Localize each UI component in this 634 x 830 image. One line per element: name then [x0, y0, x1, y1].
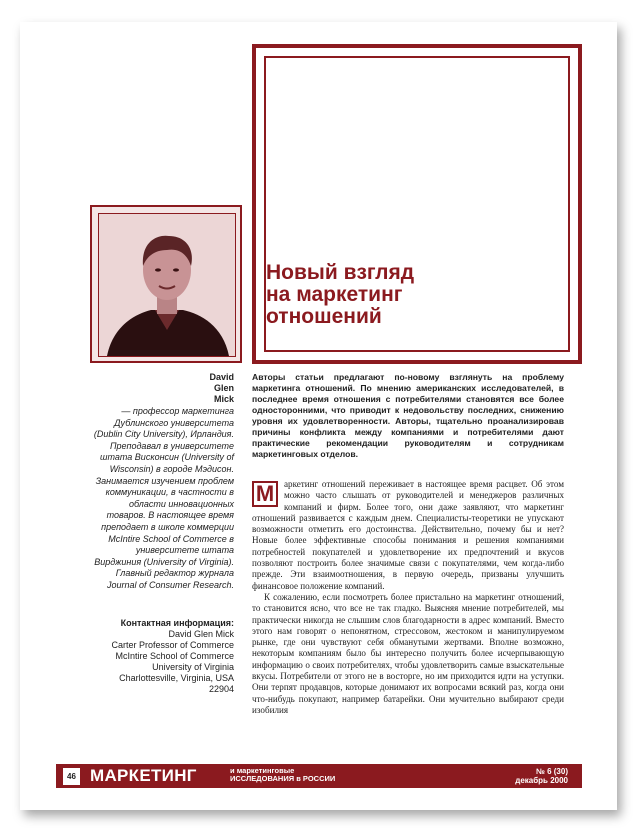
paragraph-1-text: аркетинг отношений переживает в настоящее время расцвет. Об этом можно часто слышать от руководителей и менеджеров различных компаний и фирм. Более того, они даже заявляют, что маркетинг отношений развивается с каждым днем. Специалисты-теоретики не упускают возможности отметить его достоинства. Действительно, почему бы и нет? Новые более эффективные способы понимания и решения компаниями потребностей покупателей и удовлетворение их предпочтений и вкусов позволяют построить более значимые связи с покупателями, чем когда-либо прежде. Эти взаимоотношения, в первую очередь, призваны улучшить финансовое положение компаний. — [252, 479, 564, 591]
article-title — [266, 262, 556, 328]
author-name — [90, 372, 234, 405]
article-lead: Авторы статьи предлагают по-новому взглянуть на проблему маркетинга отношений. По мнению американских исследователей, в последнее время отношения с потребителями становятся все более односторонними, что приводит к недовольству последних, снижению уровня их удовлетворенности. Авторы, тщательно проанализировав причины конфликта между компаниями и потребителями дают практические рекомендации руководителям и сотрудникам маркетинговых отделов. — [252, 372, 564, 459]
issue-info — [515, 767, 568, 785]
body-paragraph-1 — [252, 479, 564, 592]
contact-line: University of Virginia — [152, 662, 234, 672]
author-middle-name: Glen — [213, 383, 234, 393]
title-line-3: отношений — [266, 305, 382, 328]
contact-line: McIntire School of Commerce — [115, 651, 234, 661]
magazine-brand: МАРКЕТИНГ — [90, 766, 197, 785]
magazine-subtitle — [230, 767, 335, 783]
subtitle-line-2: ИССЛЕДОВАНИЯ в РОССИИ — [230, 774, 336, 783]
body-paragraph-2: К сожалению, если посмотреть более пристально на маркетинг отношений, то становится ясно, что все не так гладко. Выясняя мнение потребителей, мы практически никогда не слышим слов благодарности в адрес компаний. Вместо этого нам говорят о непонятном, стрессовом, жестоком и манипулируемом рынке, где они чувствуют себя обманутыми жертвами. Вполне возможно, некоторым компаниям было бы интересно получить более исчерпывающую информацию о своих потребителях, чтобы удовлетворить самые взыскательные вкусы. Потребители от этого не в восторге, но им приходится идти на уступки. Они терпят продавцов, которые донимают их вопросами всякий раз, когда они что-нибудь покупают, например батарейки. Они мучительно выбирают среди изобилия — [252, 591, 564, 715]
author-portrait-icon — [99, 214, 235, 356]
author-bio: — профессор маркетинга Дублинского университета (Dublin City University), Ирландия. Преподавал в университете штата Висконсин (University of Wisconsin) в городе Мэдисон. Занимается изучением проблем коммуникации, в частности в области инновационных товаров. В настоящее время преподает в школе коммерции McIntire School of Commerce в университете штата Вирджиния (University of Virginia). Главный редактор журнала Journal of Consumer Research. — [93, 406, 234, 590]
contact-line: Carter Professor of Commerce — [111, 640, 234, 650]
page-footer — [56, 764, 582, 788]
author-last-name: Mick — [213, 394, 234, 404]
author-photo — [98, 213, 236, 357]
page-number: 46 — [62, 767, 81, 786]
magazine-page — [20, 22, 617, 810]
contact-info — [90, 618, 234, 695]
title-line-1: Новый взгляд — [266, 261, 415, 284]
author-first-name: David — [209, 372, 234, 382]
drop-cap: М — [252, 481, 278, 507]
issue-number: № 6 (30) — [535, 767, 568, 776]
article-body — [252, 479, 564, 716]
subtitle-line-1: и маркетинговые — [230, 766, 295, 775]
contact-line: Charlottesville, Virginia, USA — [119, 673, 234, 683]
contact-label: Контактная информация: — [120, 618, 234, 628]
title-line-2: на маркетинг — [266, 283, 403, 306]
contact-line: David Glen Mick — [168, 629, 234, 639]
issue-date: декабрь 2000 — [515, 776, 568, 785]
contact-line: 22904 — [208, 684, 234, 694]
author-photo-frame — [90, 205, 242, 363]
